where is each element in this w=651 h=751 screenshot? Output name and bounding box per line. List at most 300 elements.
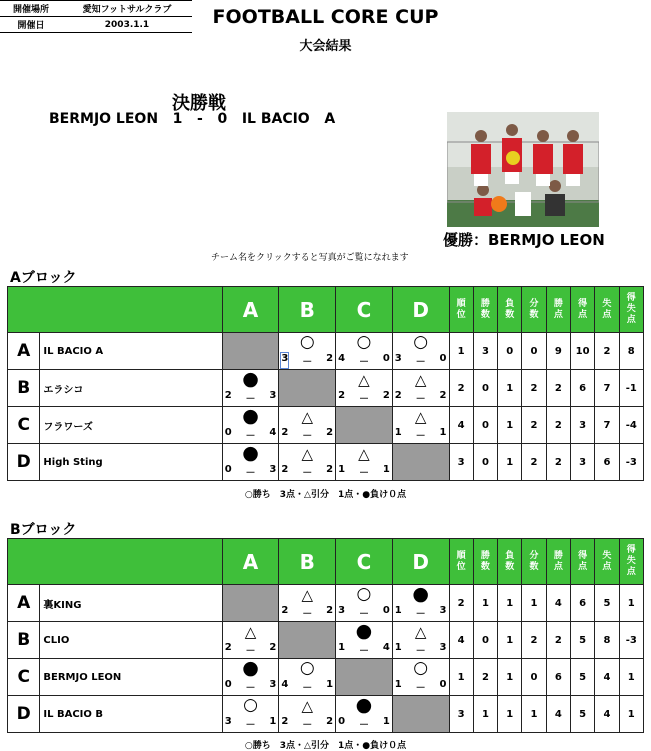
header-row <box>8 539 644 585</box>
stat-value: 3 <box>473 333 497 370</box>
score-home: 0 <box>224 464 232 475</box>
stat-value: 0 <box>473 370 497 407</box>
stat-value: 2 <box>522 444 546 481</box>
result-symbol: ○ <box>356 332 372 352</box>
match-cell <box>279 696 336 733</box>
score-home: 2 <box>281 427 289 438</box>
score-home: 3 <box>394 353 402 364</box>
result-symbol: ○ <box>413 658 429 678</box>
result-symbol: △ <box>301 445 314 463</box>
stat-value: 4 <box>546 696 570 733</box>
score-away: 0 <box>439 353 447 364</box>
match-score <box>395 642 447 657</box>
stat-header <box>595 287 619 333</box>
match-cell <box>279 444 336 481</box>
score-separator: － <box>245 683 256 694</box>
stat-header <box>522 539 546 585</box>
match-score <box>281 679 333 694</box>
stat-value: 10 <box>570 333 594 370</box>
stat-header <box>498 287 522 333</box>
score-separator: － <box>245 394 256 405</box>
stat-value: 2 <box>449 585 473 622</box>
match-cell <box>222 659 279 696</box>
score-separator: － <box>302 357 313 368</box>
result-symbol: △ <box>301 586 314 604</box>
score-away: 1 <box>382 716 390 727</box>
stat-value: 0 <box>522 333 546 370</box>
stat-value: 7 <box>595 370 619 407</box>
result-symbol: ● <box>242 657 259 679</box>
stat-header <box>570 539 594 585</box>
result-symbol: ○ <box>299 658 315 678</box>
score-separator: － <box>358 720 369 731</box>
stat-value: 2 <box>522 407 546 444</box>
score-separator: － <box>302 468 313 479</box>
stat-value: 4 <box>449 407 473 444</box>
column-header: A <box>222 287 279 333</box>
score-away: 0 <box>439 679 447 690</box>
score-home: 2 <box>224 642 232 653</box>
team-name-link[interactable]: 裏KING <box>40 585 222 622</box>
venue-label: 開催場所 <box>0 1 62 17</box>
score-separator: － <box>245 646 256 657</box>
stat-value: 5 <box>570 659 594 696</box>
block-a-table <box>7 286 644 481</box>
stat-value: 1 <box>522 696 546 733</box>
result-symbol: △ <box>358 371 370 389</box>
stat-header <box>498 539 522 585</box>
match-score <box>281 464 333 479</box>
match-score <box>338 390 390 405</box>
score-home: 2 <box>281 605 289 616</box>
block-b-title: Bブロック <box>10 522 77 538</box>
match-score <box>338 716 390 731</box>
result-symbol: ○ <box>243 695 258 715</box>
stat-header-label: 失点 <box>602 550 612 572</box>
stat-value: 1 <box>498 370 522 407</box>
block-a-title: Aブロック <box>10 270 77 286</box>
stat-header <box>473 287 497 333</box>
stat-value: 1 <box>449 659 473 696</box>
score-home: 2 <box>281 464 289 475</box>
stat-header-label: 負数 <box>505 298 515 320</box>
column-header: C <box>336 539 393 585</box>
stat-value: 1 <box>522 585 546 622</box>
score-separator: － <box>245 431 256 442</box>
stat-value: 4 <box>546 585 570 622</box>
stat-value: 2 <box>473 659 497 696</box>
result-symbol: ● <box>242 442 259 464</box>
stat-value: 1 <box>473 696 497 733</box>
row-label: D <box>8 444 40 481</box>
stat-value: 3 <box>449 444 473 481</box>
stat-value: 5 <box>570 696 594 733</box>
match-cell <box>392 585 449 622</box>
stat-value: -3 <box>619 444 643 481</box>
stat-value: 4 <box>595 696 619 733</box>
score-away: 3 <box>269 464 277 475</box>
score-separator: － <box>415 609 426 620</box>
score-separator: － <box>358 646 369 657</box>
stat-value: 4 <box>449 622 473 659</box>
match-cell <box>222 622 279 659</box>
stat-value: 2 <box>546 622 570 659</box>
final-result: BERMJO LEON 1 - 0 IL BACIO A <box>49 111 336 127</box>
score-separator: － <box>415 394 426 405</box>
score-home: 1 <box>338 464 346 475</box>
score-separator: － <box>358 357 369 368</box>
team-name-link[interactable]: CLIO <box>40 622 222 659</box>
match-cell <box>336 622 393 659</box>
self-match-cell <box>222 333 279 370</box>
stat-value: 1 <box>498 407 522 444</box>
match-score <box>225 464 277 479</box>
match-cell <box>279 407 336 444</box>
row-label: B <box>8 622 40 659</box>
result-symbol: △ <box>301 697 314 715</box>
stat-value: 2 <box>449 370 473 407</box>
match-cell <box>222 370 279 407</box>
match-cell <box>279 333 336 370</box>
stat-value: 3 <box>449 696 473 733</box>
table-row <box>8 370 644 407</box>
stat-value: 6 <box>570 370 594 407</box>
score-home: 1 <box>394 605 402 616</box>
result-symbol: ○ <box>413 332 429 352</box>
result-symbol: △ <box>414 371 427 389</box>
column-header: B <box>279 539 336 585</box>
match-score <box>338 642 390 657</box>
result-symbol: ● <box>355 620 373 642</box>
row-label: C <box>8 407 40 444</box>
match-cell <box>279 585 336 622</box>
self-match-cell <box>279 622 336 659</box>
stat-header-label: 順位 <box>456 298 466 320</box>
result-symbol: ● <box>242 368 259 390</box>
match-cell <box>222 407 279 444</box>
match-score <box>338 353 390 368</box>
score-home: 1 <box>338 642 346 653</box>
stat-value: 8 <box>619 333 643 370</box>
score-away: 1 <box>269 716 277 727</box>
column-header: D <box>392 539 449 585</box>
score-home: 1 <box>394 642 402 653</box>
stat-value: 6 <box>546 659 570 696</box>
match-score <box>281 427 333 442</box>
stat-value: 9 <box>546 333 570 370</box>
header-row <box>8 287 644 333</box>
photo-hint: チーム名をクリックすると写真がご覧になれます <box>211 253 409 263</box>
match-cell <box>279 659 336 696</box>
score-home: 0 <box>224 427 232 438</box>
stat-value: 1 <box>619 659 643 696</box>
stat-value: 0 <box>473 444 497 481</box>
stat-value: 2 <box>522 370 546 407</box>
column-header: C <box>336 287 393 333</box>
date-label: 開催日 <box>0 17 62 33</box>
score-home: 0 <box>338 716 346 727</box>
score-away: 2 <box>326 464 334 475</box>
result-symbol: △ <box>414 408 427 426</box>
self-match-cell <box>392 444 449 481</box>
match-cell <box>222 696 279 733</box>
stat-value: 1 <box>498 444 522 481</box>
block-b-legend: ○勝ち 3点・△引分 1点・●負け０点 <box>244 741 407 751</box>
match-score <box>395 390 447 405</box>
result-symbol: △ <box>301 408 314 426</box>
result-symbol: ● <box>355 694 373 716</box>
match-score <box>395 353 447 368</box>
match-score <box>225 679 277 694</box>
score-away: 2 <box>326 353 334 364</box>
result-symbol: ○ <box>356 584 372 604</box>
page-subtitle: 大会結果 <box>299 39 352 54</box>
stat-value: 2 <box>546 370 570 407</box>
stat-value: 1 <box>498 622 522 659</box>
stat-header-label: 得点 <box>578 550 588 572</box>
stat-value: 3 <box>570 444 594 481</box>
stat-value: -1 <box>619 370 643 407</box>
stat-header <box>619 539 643 585</box>
stat-value: 3 <box>570 407 594 444</box>
score-away: 1 <box>439 427 447 438</box>
result-symbol: △ <box>244 623 257 641</box>
header-blank <box>8 539 223 585</box>
team-name-link[interactable]: BERMJO LEON <box>40 659 222 696</box>
stat-header-label: 勝点 <box>553 550 563 572</box>
block-a-legend: ○勝ち 3点・△引分 1点・●負け０点 <box>244 490 407 500</box>
score-separator: － <box>358 394 369 405</box>
match-cell <box>392 333 449 370</box>
score-home: 0 <box>224 679 232 690</box>
stat-value: 2 <box>546 444 570 481</box>
table-row <box>8 696 644 733</box>
score-home: 3 <box>224 716 232 727</box>
table-row <box>8 444 644 481</box>
score-away: 2 <box>382 390 390 401</box>
match-score <box>338 605 390 620</box>
score-separator: － <box>245 720 256 731</box>
table-row <box>8 333 644 370</box>
team-name-link[interactable]: エラシコ <box>40 370 222 407</box>
row-label: B <box>8 370 40 407</box>
score-away: 4 <box>382 642 390 653</box>
stat-header-label: 順位 <box>456 550 466 572</box>
score-separator: － <box>415 357 426 368</box>
match-cell <box>336 370 393 407</box>
score-separator: － <box>302 431 313 442</box>
stat-value: 6 <box>595 444 619 481</box>
stat-value: 1 <box>619 696 643 733</box>
stat-value: 8 <box>595 622 619 659</box>
score-separator: － <box>415 431 426 442</box>
score-home: 2 <box>394 390 402 401</box>
stat-header-label: 勝数 <box>480 550 490 572</box>
match-score <box>225 642 277 657</box>
match-cell <box>392 370 449 407</box>
score-separator: － <box>415 683 426 694</box>
stat-value: -4 <box>619 407 643 444</box>
self-match-cell <box>336 407 393 444</box>
score-away: 2 <box>326 716 334 727</box>
match-score <box>338 464 390 479</box>
match-cell <box>392 622 449 659</box>
stat-value: 0 <box>473 622 497 659</box>
final-title: 決勝戦 <box>172 93 226 114</box>
score-separator: － <box>302 720 313 731</box>
match-score <box>395 427 447 442</box>
stat-value: 5 <box>595 585 619 622</box>
venue-value: 愛知フットサルクラブ <box>62 1 192 17</box>
stat-value: 1 <box>498 696 522 733</box>
result-symbol: △ <box>414 623 427 641</box>
score-away: 3 <box>269 679 277 690</box>
stat-header <box>522 287 546 333</box>
team-photo <box>447 112 599 227</box>
stat-value: 1 <box>449 333 473 370</box>
team-name-link[interactable]: IL BACIO B <box>40 696 222 733</box>
score-away: 2 <box>439 390 447 401</box>
score-away: 0 <box>382 353 390 364</box>
stat-value: 5 <box>570 622 594 659</box>
match-cell <box>392 659 449 696</box>
table-row <box>8 407 644 444</box>
score-away: 2 <box>326 427 334 438</box>
team-name-link[interactable]: High Sting <box>40 444 222 481</box>
stat-header-label: 勝点 <box>553 298 563 320</box>
stat-value: 2 <box>546 407 570 444</box>
team-name-link[interactable]: IL BACIO A <box>40 333 222 370</box>
score-away: 1 <box>382 464 390 475</box>
match-cell <box>336 333 393 370</box>
row-label: A <box>8 585 40 622</box>
stat-header <box>546 287 570 333</box>
stat-header-label: 得失点 <box>626 293 636 325</box>
match-score <box>225 390 277 405</box>
team-name-link[interactable]: フラワーズ <box>40 407 222 444</box>
score-home: 4 <box>338 353 346 364</box>
score-away: 2 <box>326 605 334 616</box>
score-separator: － <box>415 646 426 657</box>
row-label: C <box>8 659 40 696</box>
stat-value: 6 <box>570 585 594 622</box>
score-home: 2 <box>224 390 232 401</box>
stat-header-label: 失点 <box>602 298 612 320</box>
score-home: 2 <box>281 716 289 727</box>
match-score <box>225 716 277 731</box>
match-score <box>395 679 447 694</box>
stat-header-label: 勝数 <box>480 298 490 320</box>
match-cell <box>336 696 393 733</box>
self-match-cell <box>222 585 279 622</box>
stat-value: 2 <box>522 622 546 659</box>
stat-value: 2 <box>595 333 619 370</box>
stat-value: 0 <box>473 407 497 444</box>
column-header: A <box>222 539 279 585</box>
row-label: A <box>8 333 40 370</box>
score-away: 3 <box>269 390 277 401</box>
stat-value: 1 <box>498 659 522 696</box>
match-cell <box>336 444 393 481</box>
stat-header-label: 得失点 <box>626 545 636 577</box>
column-header: B <box>279 287 336 333</box>
match-score <box>225 427 277 442</box>
score-separator: － <box>245 468 256 479</box>
stat-header-label: 分数 <box>529 298 539 320</box>
score-away: 1 <box>326 679 334 690</box>
score-separator: － <box>302 609 313 620</box>
stat-value: 4 <box>595 659 619 696</box>
winner-label: 優勝：BERMJO LEON <box>443 231 605 249</box>
table-row <box>8 622 644 659</box>
result-symbol: ● <box>412 583 429 605</box>
score-home: 4 <box>281 679 289 690</box>
stat-value: 1 <box>498 585 522 622</box>
row-label: D <box>8 696 40 733</box>
match-score <box>281 605 333 620</box>
result-symbol: △ <box>358 445 370 463</box>
self-match-cell <box>392 696 449 733</box>
match-score <box>281 716 333 731</box>
stat-value: 0 <box>498 333 522 370</box>
result-symbol: ○ <box>299 332 315 352</box>
stat-header <box>449 539 473 585</box>
score-separator: － <box>358 468 369 479</box>
score-home: 2 <box>338 390 346 401</box>
stat-value: 1 <box>619 585 643 622</box>
score-away: 4 <box>269 427 277 438</box>
match-cell <box>222 444 279 481</box>
score-separator: － <box>358 609 369 620</box>
date-value: 2003.1.1 <box>62 17 192 33</box>
score-away: 0 <box>382 605 390 616</box>
match-score <box>395 605 447 620</box>
self-match-cell <box>279 370 336 407</box>
stat-header-label: 得点 <box>578 298 588 320</box>
header-blank <box>8 287 223 333</box>
score-away: 3 <box>439 605 447 616</box>
score-separator: － <box>302 683 313 694</box>
score-away: 3 <box>439 642 447 653</box>
block-b-table <box>7 538 644 733</box>
stat-header <box>449 287 473 333</box>
table-row <box>8 659 644 696</box>
stat-header <box>570 287 594 333</box>
stat-header-label: 分数 <box>529 550 539 572</box>
result-symbol: ● <box>242 405 259 427</box>
score-home: 3 <box>338 605 346 616</box>
score-home: 1 <box>394 427 402 438</box>
score-away: 2 <box>269 642 277 653</box>
score-home: 3 <box>281 353 288 368</box>
column-header: D <box>392 287 449 333</box>
stat-value: -3 <box>619 622 643 659</box>
table-row <box>8 585 644 622</box>
stat-header <box>546 539 570 585</box>
match-cell <box>336 585 393 622</box>
self-match-cell <box>336 659 393 696</box>
stat-value: 1 <box>473 585 497 622</box>
stat-value: 0 <box>522 659 546 696</box>
stat-header <box>619 287 643 333</box>
stat-value: 7 <box>595 407 619 444</box>
stat-header-label: 負数 <box>505 550 515 572</box>
match-score <box>281 353 333 368</box>
stat-header <box>595 539 619 585</box>
match-cell <box>392 407 449 444</box>
score-home: 1 <box>394 679 402 690</box>
stat-header <box>473 539 497 585</box>
